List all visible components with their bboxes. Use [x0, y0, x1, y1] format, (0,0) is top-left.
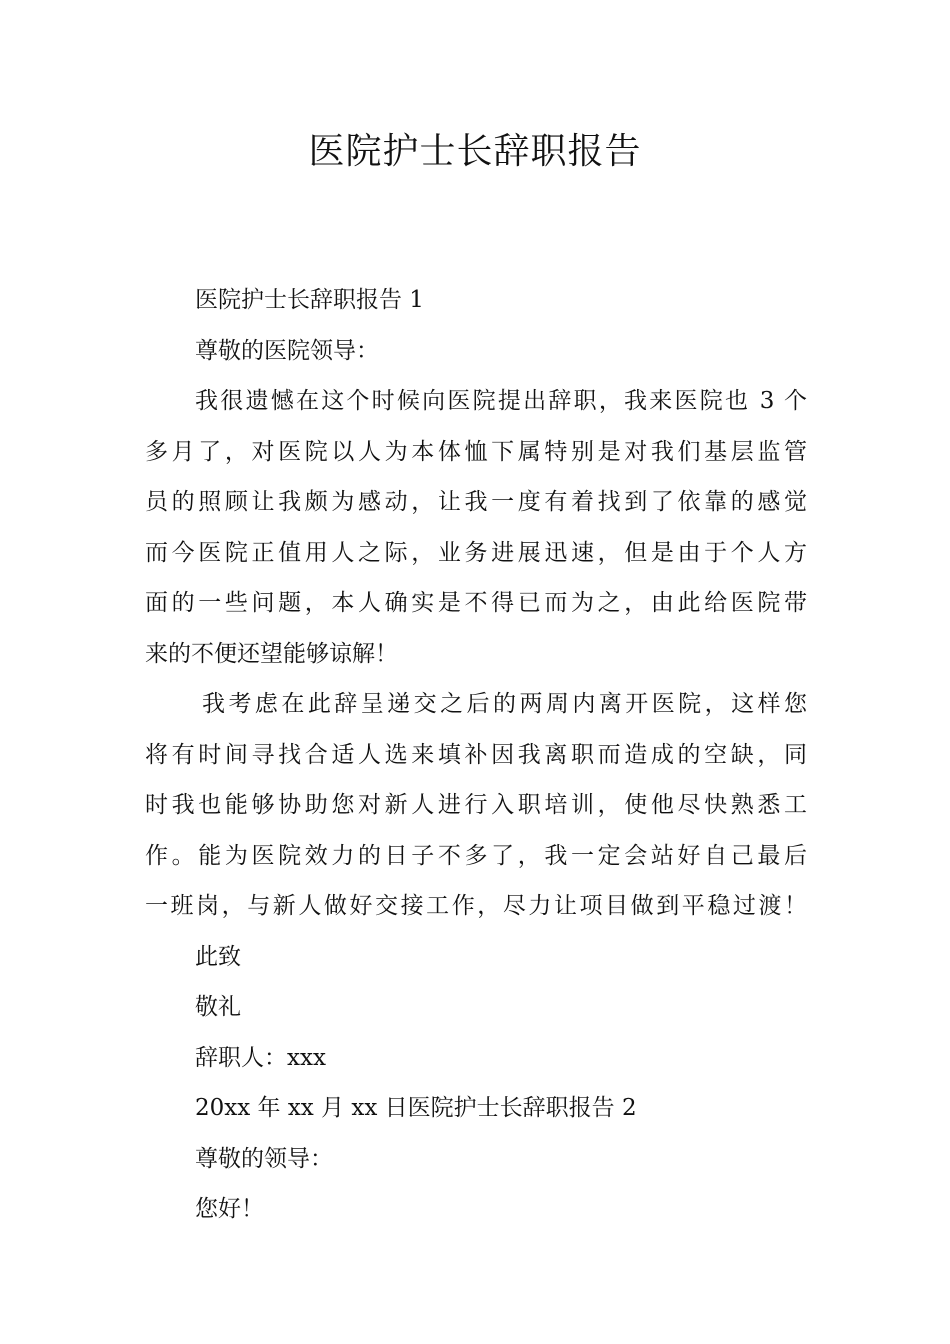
section-heading-1: 医院护士长辞职报告 1: [195, 287, 424, 313]
paragraph-1-line-3: 员的照顾让我颇为感动，让我一度有着找到了依靠的感觉: [145, 489, 807, 515]
signature-line: 辞职人：xxx: [195, 1044, 326, 1071]
paragraph-1-line-2: 多月了，对医院以人为本体恤下属特别是对我们基层监管: [145, 438, 807, 465]
paragraph-2-line-1: 我考虑在此辞呈递交之后的两周内离开医院，这样您: [202, 691, 807, 717]
greeting: 您好！: [195, 1196, 264, 1222]
document-body: [145, 275, 807, 1235]
closing-line-2: 敬礼: [195, 994, 241, 1020]
date-and-section-heading-2: 20xx 年 xx 月 xx 日医院护士长辞职报告 2: [195, 1095, 637, 1121]
paragraph-2-line-2: 将有时间寻找合适人选来填补因我离职而造成的空缺，同: [145, 741, 807, 768]
paragraph-1-line-1: 我很遗憾在这个时候向医院提出辞职，我来医院也 3 个: [195, 388, 807, 414]
salutation-2: 尊敬的领导：: [195, 1145, 333, 1172]
paragraph-1-line-6: 来的不便还望能够谅解！: [145, 640, 398, 667]
salutation-1: 尊敬的医院领导：: [195, 337, 379, 364]
document-title: 医院护士长辞职报告: [308, 131, 642, 172]
paragraph-2-line-5: 一班岗，与新人做好交接工作，尽力让项目做到平稳过渡！: [145, 893, 807, 919]
paragraph-2-line-3: 时我也能够协助您对新人进行入职培训，使他尽快熟悉工: [145, 792, 807, 818]
paragraph-2-line-4: 作。能为医院效力的日子不多了，我一定会站好自己最后: [145, 842, 807, 869]
paragraph-1-line-5: 面的一些问题，本人确实是不得已而为之，由此给医院带: [145, 590, 807, 616]
closing-line-1: 此致: [195, 943, 241, 970]
paragraph-1-line-4: 而今医院正值用人之际，业务进展迅速，但是由于个人方: [145, 539, 807, 566]
